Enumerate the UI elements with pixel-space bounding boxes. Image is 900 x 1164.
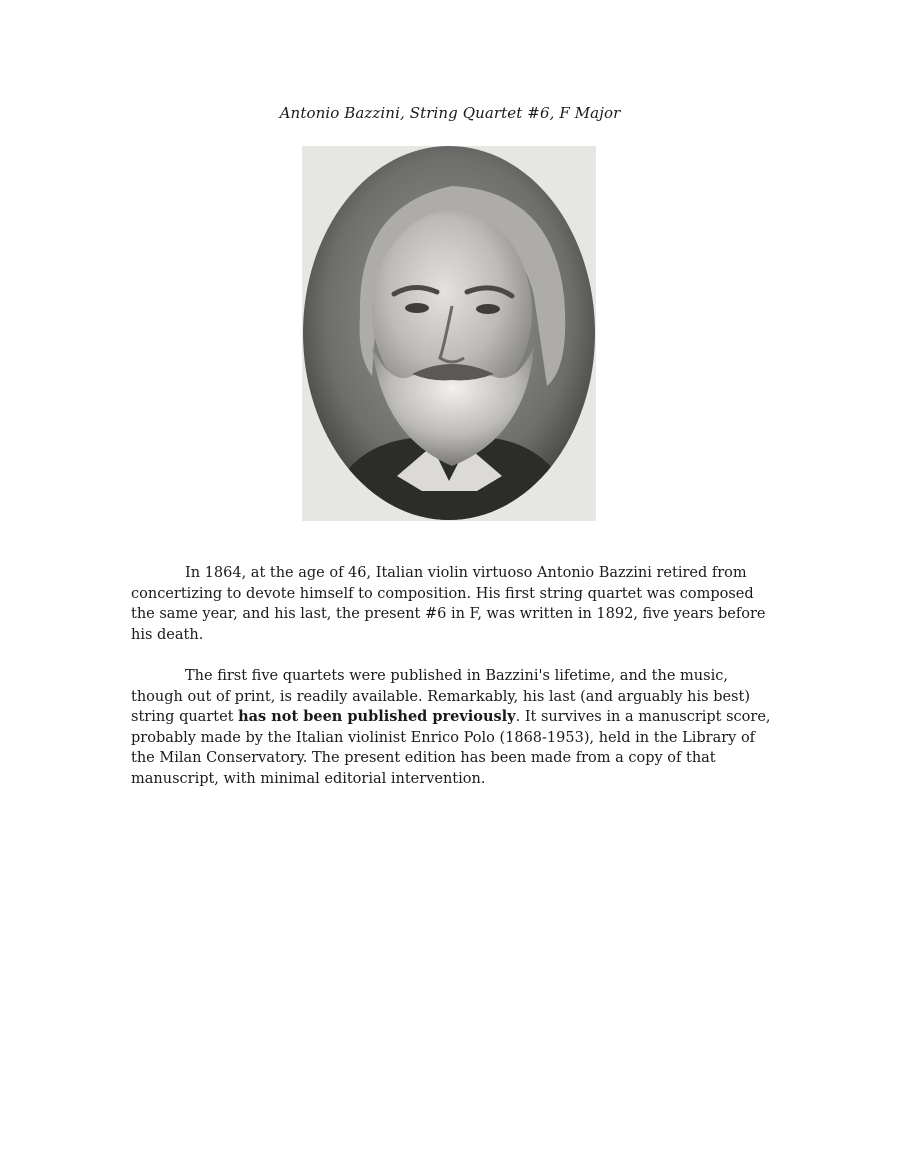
page-title: Antonio Bazzini, String Quartet #6, F Major <box>279 104 621 122</box>
portrait-engraving-icon <box>302 146 596 521</box>
portrait-image <box>302 146 596 521</box>
paragraph <box>131 666 781 790</box>
paragraph <box>131 563 781 645</box>
emphasis-text: has not been published previously <box>238 708 516 726</box>
paragraph-text: In 1864, at the age of 46, Italian violin virtuoso Antonio Bazzini retired from concertizing to devote himself to composition. His first string quartet was composed the same year, and his last, the present #6 in F, was written in 1892, five years before his death. <box>131 565 766 643</box>
paragraph-text: . It survives in a manuscript score, probably made by the Italian violinist Enrico Polo (1868-1953), held in the Library of the Milan Conservatory. The present edition has been made from a copy of that manuscript, with minimal editorial intervention. <box>131 709 771 787</box>
paragraph-text: The first five quartets were published in Bazzini's lifetime, and the music, though out of print, is readily available. Remarkably, his last (and arguably his best) string quartet <box>131 667 750 726</box>
body-text <box>131 563 781 810</box>
